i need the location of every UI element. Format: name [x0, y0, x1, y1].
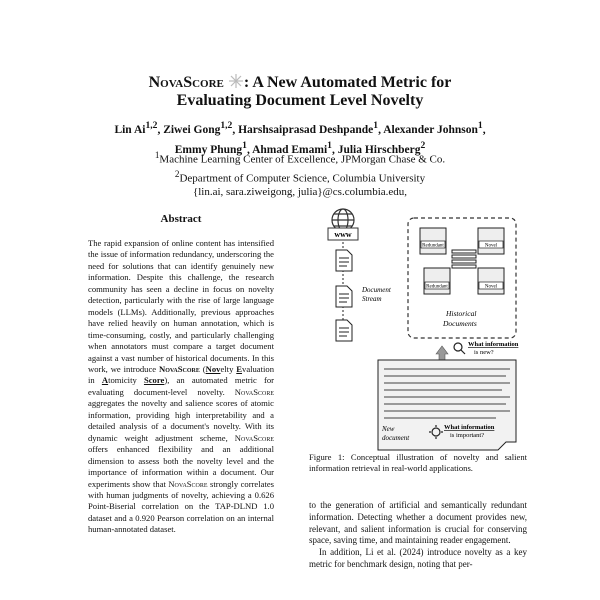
- abstract-heading: Abstract: [160, 213, 202, 225]
- historical-documents-label-2: Documents: [443, 319, 477, 328]
- document-stream-label-1: Document: [362, 286, 391, 294]
- what-information-important-2: is important?: [450, 432, 485, 439]
- magnifier-icon: [454, 343, 465, 354]
- author-list: Lin Ai$^{1,2}$, Ziwei Gong$^{1,2}$, Harshsaiprasad Deshpande$^1$, Alexander Johnson$^1$, Emmy Phung$^1$, Ahmad Emami$^1$, Julia Hirschberg$^2$: [114, 120, 486, 156]
- right-column-body: [309, 500, 527, 571]
- author: Emmy Phung$^1$: [174, 139, 247, 156]
- new-document-label-1: New: [382, 425, 395, 433]
- title-rest: : A New Automated Metric for: [243, 74, 452, 91]
- historical-documents-label-1: Historical: [446, 309, 477, 318]
- title-line-1: [0, 74, 600, 92]
- paragraph: In addition, Li et al. (2024) introduce novelty as a key metric for benchmark design, noting that per-: [309, 547, 527, 569]
- affiliation: $^1$Machine Learning Center of Excellence, JPMorgan Chase & Co.: [154, 150, 446, 166]
- document-stream-full-label: Document Stream: [362, 324, 370, 325]
- historical-doc-stack: [452, 250, 476, 268]
- author: Alexander Johnson$^1$: [383, 120, 483, 136]
- www-label: www: [334, 230, 352, 239]
- author: Ziwei Gong$^{1,2}$: [163, 120, 233, 136]
- figure-caption: Figure 1: Conceptual illustration of novelty and salient information retrieval in real-world applications.: [309, 452, 527, 474]
- figure-1: [316, 206, 528, 451]
- title-line-2: Evaluating Document Level Novelty: [176, 92, 424, 109]
- document-icon: [336, 320, 352, 341]
- what-information-new-1: What information: [468, 341, 519, 348]
- title-name: NovaScore: [148, 74, 224, 91]
- sparkle-icon: [228, 74, 244, 88]
- emails: {lin.ai, sara.ziweigong, julia}@cs.columbia.edu,: [192, 186, 408, 199]
- affiliations: [0, 148, 600, 199]
- historical-documents-full-label: Historical Documents: [443, 334, 452, 335]
- paper-title: [0, 74, 600, 110]
- document-icon: [336, 286, 352, 307]
- document-icon: [336, 250, 352, 271]
- what-information-important-1: What information: [444, 424, 495, 431]
- stamp-label: Redundant: [422, 243, 444, 249]
- document-stream-label-2: Stream: [362, 295, 382, 303]
- author: Lin Ai$^{1,2}$: [114, 120, 158, 136]
- affiliation: $^2$Department of Computer Science, Columbia University: [174, 168, 426, 185]
- what-information-new-2: is new?: [474, 349, 494, 356]
- author: Julia Hirschberg$^2$: [337, 139, 426, 156]
- new-document-label-2: document: [382, 434, 410, 442]
- abstract-body: The rapid expansion of online content has intensified the issue of information redundancy, underscoring the need for solutions that can identify genuinely new information. Despite this challenge, the research community has seen a decline in focus on novelty detection, particularly with the rise of large language models (LLMs). Additionally, previous approaches have relied heavily on human annotation, which is time-consuming, costly, and particularly challenging when annotators must compare a target document against a vast number of historical documents. In this work, we introduce NovaScore (Novelty Evaluation in Atomicity Score), an automated metric for evaluating document-level novelty. NovaScore aggregates the novelty and salience scores of atomic information, providing high interpretability and a detailed analysis of a document's novelty. With its dynamic weight adjustment scheme, NovaScore offers enhanced flexibility and an additional dimension to assess both the novelty level and the importance of information within a document. Our experiments show that NovaScore strongly correlates with human judgments of novelty, achieving a 0.626 Point-Biserial correlation on the TAP-DLND 1.0 dataset and a 0.920 Pearson correlation on an internal human-annotated dataset.: [88, 238, 274, 535]
- paragraph: to the generation of artificial and semantically redundant information. Detecting whether a document provides new, relevant, and salient information is crucial for conserving space, saving time, and maintaining reader engagement.: [309, 500, 527, 546]
- document-stream: [336, 242, 352, 341]
- author: Ahmad Emami$^1$: [252, 139, 332, 156]
- stamp-label: Redundant: [426, 284, 448, 290]
- figure-illustration: [316, 206, 528, 451]
- author: Harshsaiprasad Deshpande$^1$: [238, 120, 379, 136]
- stamp-label: Novel: [484, 284, 498, 290]
- stamp-label: Novel: [484, 243, 498, 249]
- what-information-new-full: What information is new?: [468, 356, 479, 357]
